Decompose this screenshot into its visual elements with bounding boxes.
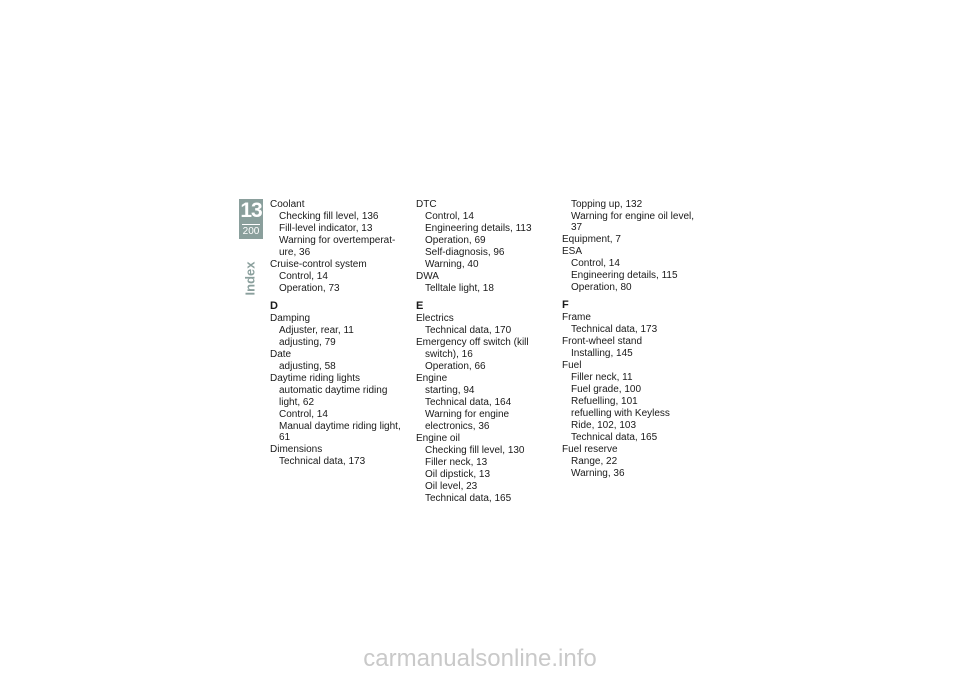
index-term: Engine oil (416, 433, 460, 444)
index-subentry: starting, 94 (425, 385, 475, 396)
index-column-2 (416, 199, 556, 504)
index-subentry: Range, 22 (571, 456, 618, 467)
index-subentry: Warning for engine oil level, 37 (571, 211, 695, 233)
index-term: DTC (416, 199, 437, 210)
index-term: Front-wheel stand (562, 336, 643, 347)
index-subentry: Operation, 80 (571, 282, 632, 293)
index-subentry: Oil dipstick, 13 (425, 469, 491, 480)
index-subentry: automatic daytime riding (279, 385, 388, 396)
index-subentry: adjusting, 79 (279, 337, 336, 348)
index-subentry: Technical data, 165 (571, 432, 658, 443)
index-subentry: Warning for overtemperat- (279, 235, 396, 246)
index-subentry: Refuelling, 101 (571, 396, 638, 407)
index-term: Dimensions (270, 444, 323, 455)
index-term: Damping (270, 313, 311, 324)
index-subentry: Control, 14 (425, 211, 474, 222)
index-term: Emergency off switch (kill (416, 337, 529, 348)
index-subentry: Operation, 66 (425, 361, 486, 372)
index-subentry: Warning for engine (425, 409, 510, 420)
index-term: Coolant (270, 199, 305, 210)
index-subentry: light, 62 (279, 397, 315, 408)
index-subentry: Warning, 36 (571, 468, 625, 479)
index-term: Cruise-control system (270, 259, 367, 270)
index-term: Date (270, 349, 292, 360)
index-term: Electrics (416, 313, 454, 324)
index-term: Frame (562, 312, 591, 323)
index-subentry: Operation, 69 (425, 235, 486, 246)
index-letter-heading: F (562, 299, 569, 311)
index-subentry: Filler neck, 13 (425, 457, 488, 468)
index-subentry: Fill-level indicator, 13 (279, 223, 373, 234)
index-subentry: Technical data, 173 (279, 456, 366, 467)
index-subentry: Technical data, 165 (425, 493, 512, 504)
index-subentry: Checking fill level, 130 (425, 445, 525, 456)
index-subentry: switch), 16 (425, 349, 473, 360)
chapter-number: 13 (240, 199, 262, 222)
index-subentry: ure, 36 (279, 247, 311, 258)
index-subentry: Engineering details, 115 (571, 270, 678, 281)
index-term: Daytime riding lights (270, 373, 361, 384)
index-subentry: Technical data, 170 (425, 325, 512, 336)
watermark: carmanualsonline.info (363, 645, 597, 672)
index-subentry: Operation, 73 (279, 283, 340, 294)
index-subentry: Filler neck, 11 (571, 372, 633, 383)
index-subentry: Installing, 145 (571, 348, 633, 359)
index-subentry: Oil level, 23 (425, 481, 478, 492)
index-subentry: Control, 14 (279, 409, 328, 420)
index-subentry: Adjuster, rear, 11 (279, 325, 354, 336)
index-subentry: Fuel grade, 100 (571, 384, 642, 395)
index-subentry: Control, 14 (279, 271, 328, 282)
index-subentry: Technical data, 164 (425, 397, 512, 408)
index-subentry: Checking fill level, 136 (279, 211, 379, 222)
index-term: Engine (416, 373, 448, 384)
index-term: DWA (416, 271, 439, 282)
section-label (243, 246, 257, 310)
index-subentry: Telltale light, 18 (425, 283, 494, 294)
index-subentry: Control, 14 (571, 258, 620, 269)
page-number: 200 (242, 226, 260, 237)
index-subentry: Warning, 40 (425, 259, 479, 270)
index-column-1 (270, 199, 410, 467)
index-subentry: Manual daytime riding light, 61 (279, 421, 401, 443)
index-term: ESA (562, 246, 583, 257)
index-subentry: refuelling with Keyless (571, 408, 670, 419)
index-letter-heading: E (416, 300, 424, 312)
index-subentry: Topping up, 132 (571, 199, 643, 210)
index-term: Equipment, 7 (562, 234, 621, 245)
index-subentry: adjusting, 58 (279, 361, 336, 372)
index-subentry: Self-diagnosis, 96 (425, 247, 505, 258)
index-subentry: Technical data, 173 (571, 324, 658, 335)
index-letter-heading: D (270, 300, 278, 312)
chapter-tab (239, 199, 263, 239)
section-label-text: Index (242, 261, 258, 295)
index-subentry: electronics, 36 (425, 421, 490, 432)
index-term: Fuel (562, 360, 582, 371)
index-subentry: Ride, 102, 103 (571, 420, 637, 431)
index-term: Fuel reserve (562, 444, 618, 455)
index-subentry: Engineering details, 113 (425, 223, 532, 234)
index-column-3 (562, 199, 702, 479)
